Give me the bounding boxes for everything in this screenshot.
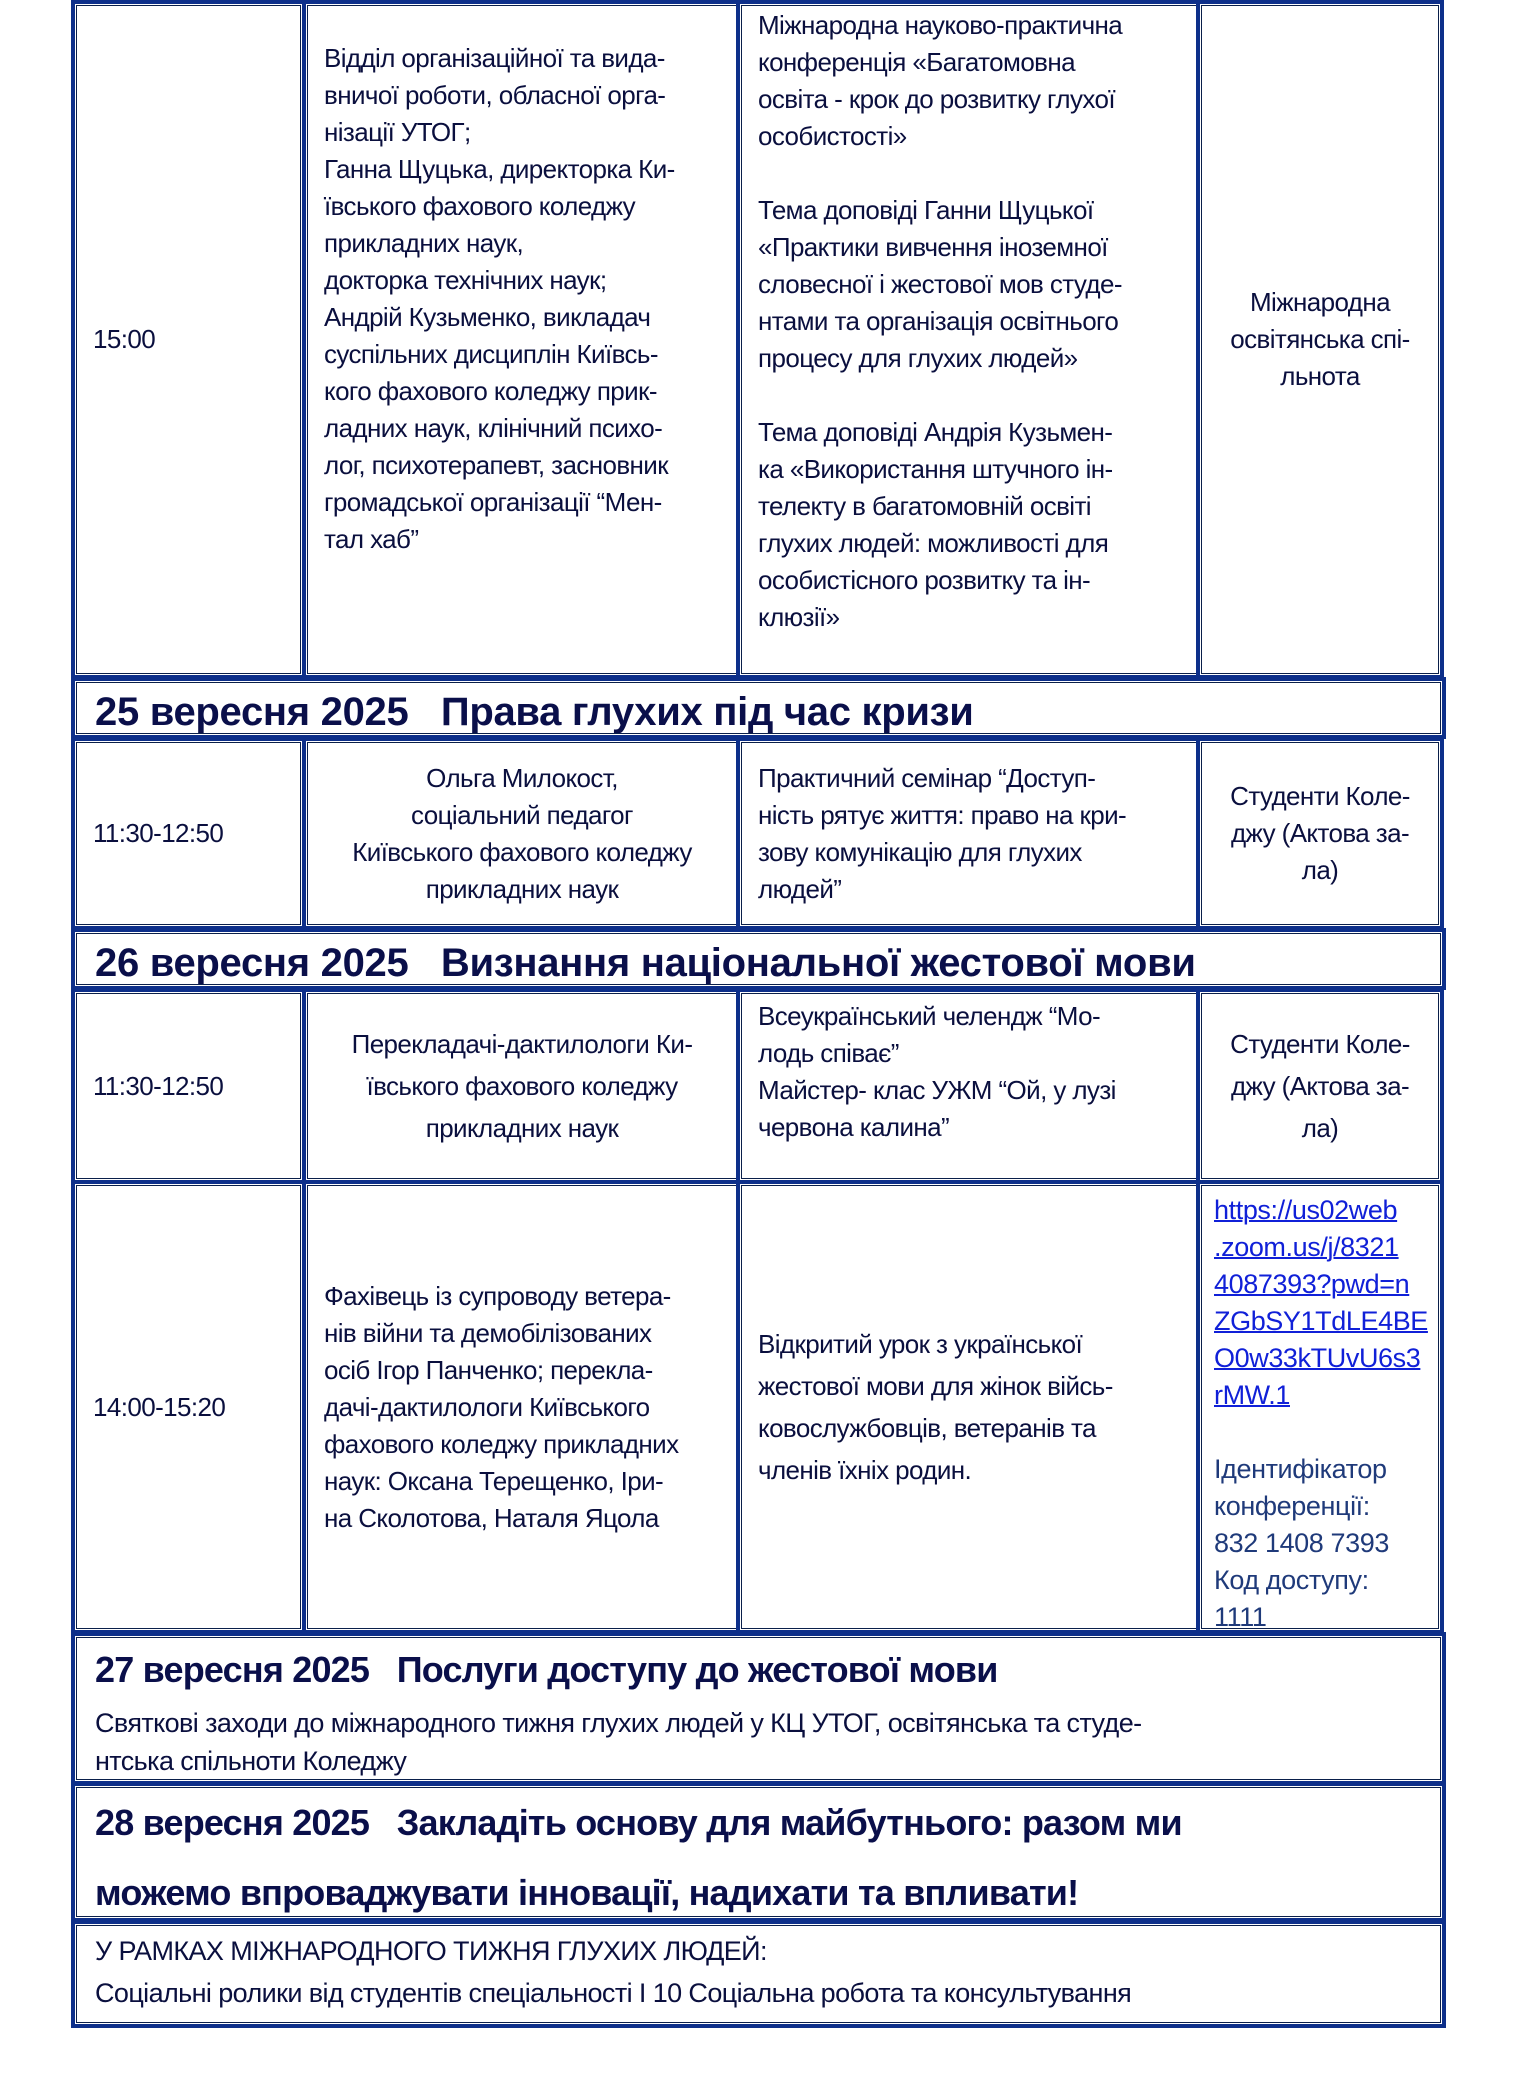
row1-time-cell [71,0,306,679]
text-line: зову комунікацію для глухих [758,836,1082,867]
day-block-28 [71,1782,1446,1922]
text-line: червона калина” [758,1112,950,1142]
row25-speakers [306,760,738,908]
text-line: джу (Актова за- [1230,818,1410,848]
row1-event-cell [736,0,1202,679]
text-line: соціальний педагог [411,799,633,830]
spacer [758,155,1198,192]
row26b-audience-cell [1196,1180,1444,1634]
text-line: процесу для глухих людей» [758,343,1078,373]
row26a-speakers [306,1023,738,1149]
zoom-meeting-link[interactable] [1214,1192,1440,1414]
text-line: ла) [1301,1113,1339,1143]
text-line: Студенти Коле- [1230,1029,1410,1059]
text-line: Студенти Коле- [1230,781,1410,811]
row26a-speakers-cell [302,988,742,1184]
day-block-27 [71,1632,1446,1785]
day-heading-title: Права глухих під час кризи [440,690,974,734]
spacer [1214,1414,1440,1451]
footer-block [71,1920,1446,2028]
text-line: суспільних дисциплін Київсь- [324,339,658,369]
text-line: ладних наук, клінічний психо- [324,413,663,443]
text-line: прикладних наук [425,1113,619,1143]
row25-speakers-cell [302,737,742,930]
link-line[interactable]: 4087393?pwd=n [1214,1269,1410,1299]
row26b-speakers [324,1278,738,1537]
text-line: особистості» [758,121,907,151]
text-line: лодь співає” [758,1038,899,1068]
link-line[interactable]: ZGbSY1TdLE4BE [1214,1306,1428,1336]
text-line: Майстер- клас УЖМ “Ой, у лузі [758,1075,1116,1105]
text-line: джу (Актова за- [1230,1071,1410,1101]
text-line: глухих людей: можливості для [758,528,1109,558]
text-line: Відкритий урок з української [758,1329,1083,1359]
text-line: вничої роботи, обласної орга- [324,80,666,110]
text-line: Перекладачі-дактилологи Ки- [351,1029,693,1059]
text-line: наук: Оксана Терещенко, Іри- [324,1465,664,1496]
text-line: клюзії» [758,602,840,632]
row26b-time-cell [71,1180,306,1634]
text-line: Ідентифікатор [1214,1454,1387,1484]
row1-event [758,7,1198,636]
text-line: освіта - крок до розвитку глухої [758,84,1115,114]
access-code-label: Код доступу: [1214,1565,1369,1595]
text-line: Тема доповіді Андрія Кузьмен- [758,417,1113,447]
text-line: фахового коледжу прикладних [324,1428,679,1459]
text-line: освітянська спі- [1230,324,1410,354]
row25-time-cell [71,737,306,930]
text-line: льнота [1280,361,1360,391]
day-heading-date: 25 вересня 2025 [95,690,409,734]
row26a-event [758,998,1198,1146]
day-heading-title: Визнання національної жестової мови [440,941,1196,985]
text-line: Ганна Щуцька, директорка Ки- [324,154,675,184]
row26a-time-cell [71,988,306,1184]
link-line[interactable]: .zoom.us/j/8321 [1214,1232,1399,1262]
row25-event-cell [736,737,1202,930]
text-line: Ольга Милокост, [426,762,618,793]
text-line: нізації УТОГ; [324,117,471,147]
text-line: Фахівець із супроводу ветера- [324,1280,671,1311]
text-line: конференції: [1214,1491,1370,1521]
row25-audience-cell [1196,737,1444,930]
text-line: лог, психотерапевт, засновник [324,450,668,480]
row26b-event [758,1323,1198,1491]
conference-id: 832 1408 7393 [1214,1528,1389,1558]
row26a-time: 11:30-12:50 [93,1070,224,1101]
text-line: нів війни та демобілізованих [324,1317,652,1348]
link-line[interactable]: O0w33kTUvU6s3 [1214,1343,1421,1373]
text-line: Міжнародна [1250,287,1390,317]
text-line: «Практики вивчення іноземної [758,232,1108,262]
text-line: членів їхніх родин. [758,1455,972,1485]
text-line: нтська спільноти Коледжу [95,1746,407,1776]
row1-speakers-cell [302,0,742,679]
text-line: ність рятує життя: право на кри- [758,799,1127,830]
text-line: прикладних наук, [324,228,524,258]
text-line: Всеукраїнський челендж “Мо- [758,1001,1101,1031]
footer-line-1: У РАМКАХ МІЖНАРОДНОГО ТИЖНЯ ГЛУХИХ ЛЮДЕЙ: [95,1936,767,1966]
day-heading-26 [71,928,1446,990]
row25-audience [1200,778,1440,889]
text-line: телекту в багатомовній освіті [758,491,1091,521]
row26b-event-cell [736,1180,1202,1634]
day-heading-date: 28 вересня 2025 [95,1802,370,1843]
text-line: Андрій Кузьменко, викладач [324,302,651,332]
link-line[interactable]: rMW.1 [1214,1380,1290,1410]
access-code: 1111 [1214,1602,1267,1632]
text-line: особистісного розвитку та ін- [758,565,1091,595]
row26a-audience-cell [1196,988,1444,1184]
day-heading-25 [71,677,1446,739]
row26a-event-cell [736,988,1202,1184]
row26a-audience [1200,1023,1440,1149]
text-line: докторка технічних наук; [324,265,607,295]
link-line[interactable]: https://us02web [1214,1195,1398,1225]
text-line: громадської організації “Мен- [324,487,662,517]
text-line: на Сколотова, Наталя Яцола [324,1502,659,1533]
day-heading-title: Послуги доступу до жестової мови [396,1649,998,1690]
row25-time: 11:30-12:50 [93,818,224,848]
text-line: конференція «Багатомовна [758,47,1076,77]
row1-speakers [324,40,738,558]
day-heading-title-continued: можемо впроваджувати інновації, надихати та впливати! [95,1872,1079,1913]
text-line: Київського фахового коледжу [352,836,692,867]
row26b-time: 14:00-15:20 [93,1391,226,1422]
text-line: словесної і жестової мов студе- [758,269,1122,299]
text-line: Тема доповіді Ганни Щуцької [758,195,1094,225]
text-line: осіб Ігор Панченко; перекла- [324,1354,653,1385]
text-line: нтами та організація освітнього [758,306,1119,336]
day-27-description [95,1704,1442,1780]
footer-line-2: Соціальні ролики від студентів спеціальності I 10 Соціальна робота та консультування [95,1978,1132,2008]
text-line: жестової мови для жінок війсь- [758,1371,1113,1401]
row26b-speakers-cell [302,1180,742,1634]
text-line: Святкові заходи до міжнародного тижня глухих людей у КЦ УТОГ, освітянська та студе- [95,1708,1142,1738]
text-line: Відділ організаційної та вида- [324,43,665,73]
row1-audience [1200,284,1440,395]
day-heading-date: 26 вересня 2025 [95,941,409,985]
text-line: прикладних наук [425,873,619,904]
conference-id-label [1214,1451,1440,1525]
text-line: ковослужбовців, ветеранів та [758,1413,1096,1443]
row1-audience-cell [1196,0,1444,679]
text-line: ївського фахового коледжу [324,191,636,221]
text-line: людей” [758,873,842,904]
day-heading-title: Закладіть основу для майбутнього: разом ми [396,1802,1182,1843]
text-line: Міжнародна науково-практична [758,10,1123,40]
row1-time: 15:00 [93,324,156,354]
row25-event [758,760,1198,908]
text-line: дачі-дактилологи Київського [324,1391,650,1422]
text-line: кого фахового коледжу прик- [324,376,657,406]
text-line: Практичний семінар “Доступ- [758,762,1096,793]
day-heading-date: 27 вересня 2025 [95,1649,370,1690]
text-line: ївського фахового коледжу [366,1071,678,1101]
spacer [758,377,1198,414]
text-line: ла) [1301,855,1339,885]
text-line: тал хаб” [324,524,419,554]
text-line: ка «Використання штучного ін- [758,454,1113,484]
